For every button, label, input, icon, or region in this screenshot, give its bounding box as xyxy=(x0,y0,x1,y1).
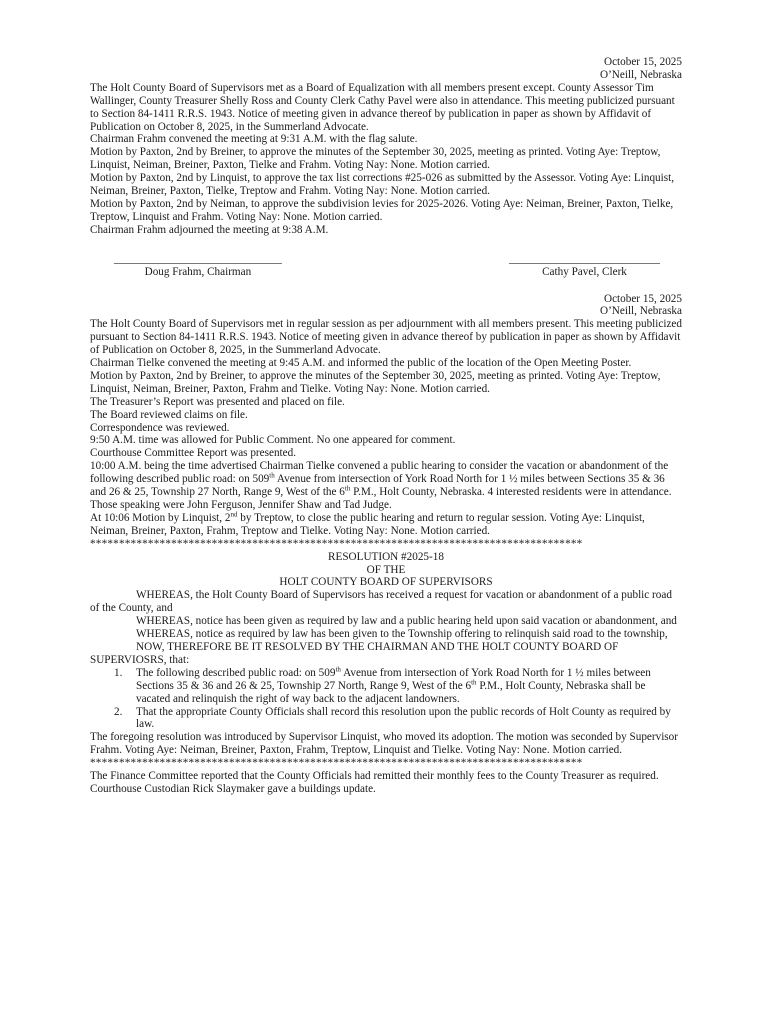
text-run: by Treptow, to close the public hearing and return to regular session. Voting Aye: Linquist, Neiman, Breiner, Paxton, Frahm, Treptow and Tielke. Voting Nay: None. Motion carried. xyxy=(90,511,645,537)
superscript: th xyxy=(269,471,275,480)
public-hearing-paragraph xyxy=(90,460,682,512)
whereas-clause: WHEREAS, notice has been given as required by law and a public hearing held upon said vacation or abandonment, and xyxy=(136,615,677,628)
chairman-signature xyxy=(114,253,282,279)
paragraph: The Finance Committee reported that the County Officials had remitted their monthly fees to the County Treasurer as required. xyxy=(90,770,659,783)
list-item xyxy=(90,706,682,732)
spacer xyxy=(90,279,682,293)
text-run: P.M., Holt County, Nebraska shall be vacated and relinquish the right of way back to the adjacent landowners. xyxy=(136,679,646,705)
separator: ************************************************************************************* xyxy=(90,757,583,770)
paragraph: Motion by Paxton, 2nd by Linquist, to approve the tax list corrections #25-026 as submitted by the Assessor. Voting Aye: Linquist, Neiman, Breiner, Paxton, Tielke, Treptow and Frahm. Voting Nay: None. Motion carried. xyxy=(90,172,675,198)
text-run: P.M., Holt County, Nebraska. 4 interested residents were in attendance. Those speaking were John Ferguson, Jennifer Shaw and Tad Judge. xyxy=(90,486,672,511)
resolution-title: HOLT COUNTY BOARD OF SUPERVISORS xyxy=(279,576,493,589)
signature-name: Cathy Pavel, Clerk xyxy=(542,265,627,278)
text-run: The following described public road: on 509 xyxy=(136,666,336,679)
signature-name: Doug Frahm, Chairman xyxy=(144,265,252,278)
superscript: nd xyxy=(230,510,238,519)
paragraph: The Board reviewed claims on file. xyxy=(90,408,248,421)
paragraph: Motion by Paxton, 2nd by Breiner, to approve the minutes of the September 30, 2025, meeting as printed. Voting Aye: Treptow, Linquist, Neiman, Breiner, Paxton, Tielke and Frahm. Voting Nay: None. Motion carried. xyxy=(90,146,661,172)
separator: ************************************************************************************* xyxy=(90,537,583,550)
meeting-date: October 15, 2025 xyxy=(604,56,682,68)
list-item xyxy=(90,667,682,706)
text-run: 10:00 A.M. being the time advertised Chairman Tielke convened a public hearing to consider the vacation or abandonment of the following described public road: on 509 xyxy=(90,460,669,486)
close-hearing-paragraph xyxy=(90,512,682,538)
superscript: th xyxy=(471,677,477,686)
text-run: That the appropriate County Officials shall record this resolution upon the public records of Holt County as required by law. xyxy=(136,705,671,731)
paragraph: Chairman Tielke convened the meeting at 9:45 A.M. and informed the public of the location of the Open Meeting Poster. xyxy=(90,357,632,370)
item-number: 1. xyxy=(114,666,123,679)
paragraph: Motion by Paxton, 2nd by Neiman, to approve the subdivision levies for 2025-2026. Voting Aye: Neiman, Breiner, Paxton, Tielke, Treptow, Linquist and Frahm. Voting Nay: None. Motion carried. xyxy=(90,197,674,223)
text-run: Avenue from intersection of York Road North for 1 ½ miles between Sections 35 & 36 and 26 & 25, Township 27 North, Range 9, West of the 6 xyxy=(90,473,665,499)
resolution-items xyxy=(90,667,682,732)
meeting-location: O’Neill, Nebraska xyxy=(599,68,682,81)
meeting-location: O’Neill, Nebraska xyxy=(599,305,682,318)
resolution-title: OF THE xyxy=(366,563,406,576)
paragraph: 9:50 A.M. time was allowed for Public Comment. No one appeared for comment. xyxy=(90,434,456,447)
item-number: 2. xyxy=(114,705,123,718)
paragraph: The Holt County Board of Supervisors met as a Board of Equalization with all members present except. County Assessor Tim Wallinger, County Treasurer Shelly Ross and County Clerk Cathy Pavel were also in attendance. This meeting publicized pursuant to Section 84-1411 R.R.S. 1943. Notice of meeting given in advance thereof by publication in paper as shown by Affidavit of Publication on October 8, 2025, in the Summerland Advocate. xyxy=(90,81,675,133)
regular-session-minutes xyxy=(90,293,682,538)
whereas-clause: WHEREAS, notice as required by law has been given to the Township offering to relinquish said road to the township, xyxy=(136,628,668,641)
resolution xyxy=(90,551,682,758)
paragraph: Courthouse Committee Report was presented. xyxy=(90,447,296,460)
text-run: Avenue from intersection of York Road North for 1 ½ miles between Sections 35 & 36 and 26 & 25, Township 27 North, Range 9, West of the 6 xyxy=(136,666,651,692)
superscript: th xyxy=(344,484,351,493)
meeting-date: October 15, 2025 xyxy=(604,292,682,305)
text-run: At 10:06 Motion by Linquist, 2 xyxy=(90,511,231,524)
clerk-signature xyxy=(509,253,660,279)
signature-line: ______________________________ xyxy=(114,252,282,265)
paragraph: Chairman Frahm convened the meeting at 9:31 A.M. with the flag salute. xyxy=(90,133,418,146)
paragraph: Correspondence was reviewed. xyxy=(90,421,230,434)
paragraph: Motion by Paxton, 2nd by Breiner, to approve the minutes of the September 30, 2025, meeting as printed. Voting Aye: Treptow, Linquist, Neiman, Breiner, Paxton, Frahm and Tielke. Voting Nay: None. Motion carried. xyxy=(90,369,661,395)
paragraph: The Treasurer’s Report was presented and placed on file. xyxy=(90,395,345,408)
signature-block xyxy=(90,253,682,279)
equalization-minutes xyxy=(90,56,682,279)
resolution-title: RESOLUTION #2025-18 xyxy=(328,550,444,563)
paragraph: Courthouse Custodian Rick Slaymaker gave a buildings update. xyxy=(90,782,376,795)
whereas-clause: WHEREAS, the Holt County Board of Supervisors has received a request for vacation or abandonment of a public road of the County, and xyxy=(90,589,672,615)
paragraph: The Holt County Board of Supervisors met in regular session as per adjournment with all members present. This meeting publicized pursuant to Section 84-1411 R.R.S. 1943. Notice of meeting given in advance thereof by publication in paper as shown by Affidavit of Publication on October 8, 2025, in the Summerland Advocate. xyxy=(90,318,682,357)
signature-line: ___________________________ xyxy=(508,252,660,265)
superscript: th xyxy=(335,665,341,674)
paragraph: The foregoing resolution was introduced by Supervisor Linquist, who moved its adoption. The motion was seconded by Supervisor Frahm. Voting Aye: Neiman, Breiner, Paxton, Frahm, Treptow, Linquist and Tielke. Voting Nay: None. Motion carried. xyxy=(90,731,678,757)
committee-reports xyxy=(90,770,682,796)
paragraph: Chairman Frahm adjourned the meeting at 9:38 A.M. xyxy=(90,223,329,236)
resolved-clause: NOW, THEREFORE BE IT RESOLVED BY THE CHAIRMAN AND THE HOLT COUNTY BOARD OF SUPERVIOSRS, that: xyxy=(90,640,619,666)
